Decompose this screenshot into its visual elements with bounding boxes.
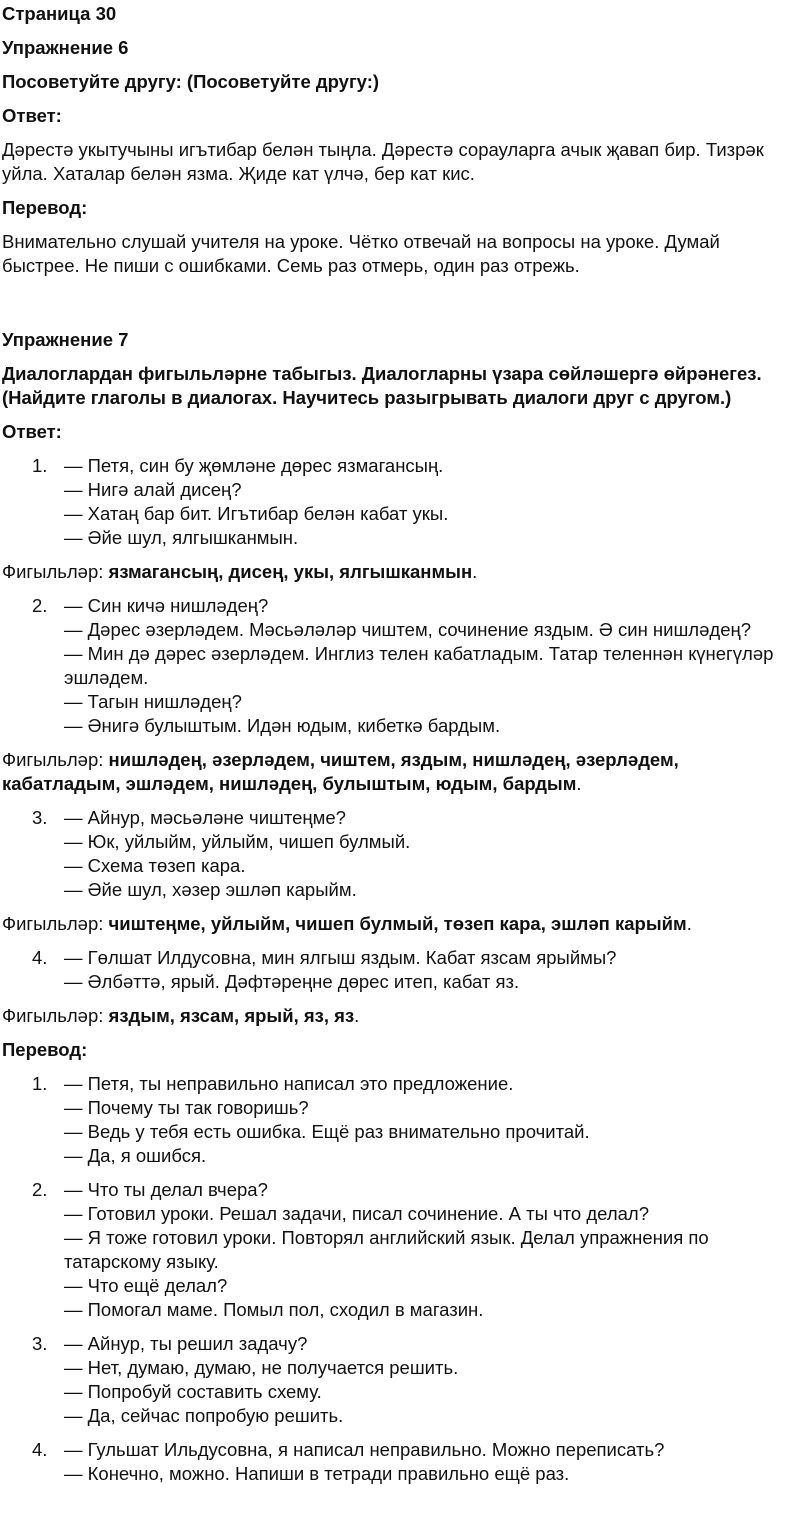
dialog-line: — Что ты делал вчера?: [64, 1179, 268, 1200]
dialog-line: — Нет, думаю, думаю, не получается решить.: [64, 1357, 459, 1378]
dialog-line: — Юк, уйлыйм, уйлыйм, чишеп булмый.: [64, 831, 411, 852]
dialog-line: — Әйе шул, хәзер эшләп карыйм.: [64, 879, 357, 900]
verbs-line: Фигыльләр: нишләдең, әзерләдем, чиштем, яздым, нишләдең, әзерләдем, кабатладым, эшләдем, нишләдең, булыштым, юдым, бардым.: [2, 749, 679, 794]
exercise-6-task: Посоветуйте другу: (Посоветуйте другу:): [2, 71, 380, 92]
exercise-7-task: Диалоглардан фигыльләрне табыгыз. Диалогларны үзара сөйләшергә өйрәнегез. (Найдите глаголы в диалогах. Научитесь разыгрывать диалоги друг с другом.): [2, 363, 762, 408]
dialog-line: — Петя, ты неправильно написал это предложение.: [64, 1073, 514, 1094]
dialog-line: — Готовил уроки. Решал задачи, писал сочинение. А ты что делал?: [64, 1203, 649, 1224]
dialog-number: 4.: [32, 1439, 48, 1460]
dialog-line: — Схема төзеп кара.: [64, 855, 246, 876]
verbs-prefix: Фигыльләр:: [2, 749, 109, 770]
dialog-line: — Гульшат Ильдусовна, я написал неправильно. Можно переписать?: [64, 1439, 665, 1460]
dialog-line: — Что ещё делал?: [64, 1275, 228, 1296]
verbs-line: Фигыльләр: язмагансың, дисең, укы, ялгышканмын.: [2, 561, 478, 582]
verbs-list: язмагансың, дисең, укы, ялгышканмын: [108, 561, 473, 582]
dialog-number: 3.: [32, 807, 48, 828]
dialog-line: — Ведь у тебя есть ошибка. Ещё раз внимательно прочитай.: [64, 1121, 590, 1142]
dialog-number: 2.: [32, 1179, 48, 1200]
verbs-line: Фигыльләр: чиштеңме, уйлыйм, чишеп булмый, төзеп кара, эшләп карыйм.: [2, 913, 692, 934]
dialog-line: — Тагын нишләдең?: [64, 691, 242, 712]
translation-dialog: [2, 1072, 798, 1168]
dialog-line: — Айнур, ты решил задачу?: [64, 1333, 308, 1354]
dialog: [2, 946, 798, 994]
exercise-6-translation: Внимательно слушай учителя на уроке. Чётко отвечай на вопросы на уроке. Думай быстрее. Не пиши с ошибками. Семь раз отмерь, один раз отрежь.: [2, 231, 720, 276]
spacer: [2, 288, 798, 328]
exercise-6-answer-label: Ответ:: [2, 105, 62, 126]
exercise-7-translation-label: Перевод:: [2, 1039, 88, 1060]
dialog-number: 4.: [32, 947, 48, 968]
dialog: [2, 594, 798, 738]
dialog-line: — Я тоже готовил уроки. Повторял английский язык. Делал упражнения по татарскому языку.: [64, 1227, 709, 1272]
dialog-list: [2, 454, 798, 1028]
dialog-number: 3.: [32, 1333, 48, 1354]
exercise-6-answer: Дәрестә укытучыны игътибар белән тыңла. Дәрестә сорауларга ачык җавап бир. Тизрәк уйла. Хаталар белән язма. Җиде кат үлчә, бер кат кис.: [2, 139, 764, 184]
verbs-prefix: Фигыльләр:: [2, 561, 109, 582]
dialog-line: — Да, я ошибся.: [64, 1145, 207, 1166]
dialog-line: — Хатаң бар бит. Игътибар белән кабат укы.: [64, 503, 449, 524]
exercise-7: [2, 328, 798, 1486]
dialog-line: — Айнур, мәсьәләне чиштеңме?: [64, 807, 346, 828]
dialog-line: — Петя, син бу җөмләне дөрес язмагансың.: [64, 455, 444, 476]
dialog-line: — Әнигә булыштым. Идән юдым, кибеткә бардым.: [64, 715, 501, 736]
dialog-number: 2.: [32, 595, 48, 616]
dialog-line: — Конечно, можно. Напиши в тетради правильно ещё раз.: [64, 1463, 570, 1484]
dialog: [2, 806, 798, 902]
dialog-number: 1.: [32, 1073, 48, 1094]
dialog-line: — Әйе шул, ялгышканмын.: [64, 527, 299, 548]
page-title: Страница 30: [2, 3, 117, 24]
translation-dialog: [2, 1438, 798, 1486]
dialog: [2, 454, 798, 550]
exercise-6: [2, 36, 798, 278]
translation-dialog: [2, 1332, 798, 1428]
dialog-line: — Гөлшат Илдусовна, мин ялгыш яздым. Кабат язсам ярыймы?: [64, 947, 617, 968]
dialog-line: — Да, сейчас попробую решить.: [64, 1405, 344, 1426]
exercise-6-translation-label: Перевод:: [2, 197, 88, 218]
dialog-line: — Мин дә дәрес әзерләдем. Инглиз телен кабатладым. Татар теленнән күнегүләр эшләдем.: [64, 643, 774, 688]
verbs-prefix: Фигыльләр:: [2, 1005, 109, 1026]
dialog-number: 1.: [32, 455, 48, 476]
dialog-line: — Син кичә нишләдең?: [64, 595, 269, 616]
dialog-line: — Почему ты так говоришь?: [64, 1097, 309, 1118]
exercise-6-title: Упражнение 6: [2, 37, 129, 58]
exercise-7-answer-label: Ответ:: [2, 421, 62, 442]
dialog-line: — Помогал маме. Помыл пол, сходил в магазин.: [64, 1299, 484, 1320]
dialog-line: — Попробуй составить схему.: [64, 1381, 322, 1402]
verbs-list: чиштеңме, уйлыйм, чишеп булмый, төзеп кара, эшләп карыйм: [108, 913, 687, 934]
dialog-line: — Нигә алай дисең?: [64, 479, 242, 500]
verbs-line: Фигыльләр: яздым, язсам, ярый, яз, яз.: [2, 1005, 360, 1026]
dialog-line: — Дәрес әзерләдем. Мәсьәләләр чиштем, сочинение яздым. Ә син нишләдең?: [64, 619, 751, 640]
verbs-list: яздым, язсам, ярый, яз, яз: [108, 1005, 355, 1026]
verbs-prefix: Фигыльләр:: [2, 913, 109, 934]
translation-list: [2, 1072, 798, 1486]
dialog-line: — Әлбәттә, ярый. Дәфтәреңне дөрес итеп, кабат яз.: [64, 971, 520, 992]
exercise-7-title: Упражнение 7: [2, 329, 129, 350]
translation-dialog: [2, 1178, 798, 1322]
verbs-list: нишләдең, әзерләдем, чиштем, яздым, нишләдең, әзерләдем, кабатладым, эшләдем, нишләдең, булыштым, юдым, бардым: [2, 749, 679, 794]
